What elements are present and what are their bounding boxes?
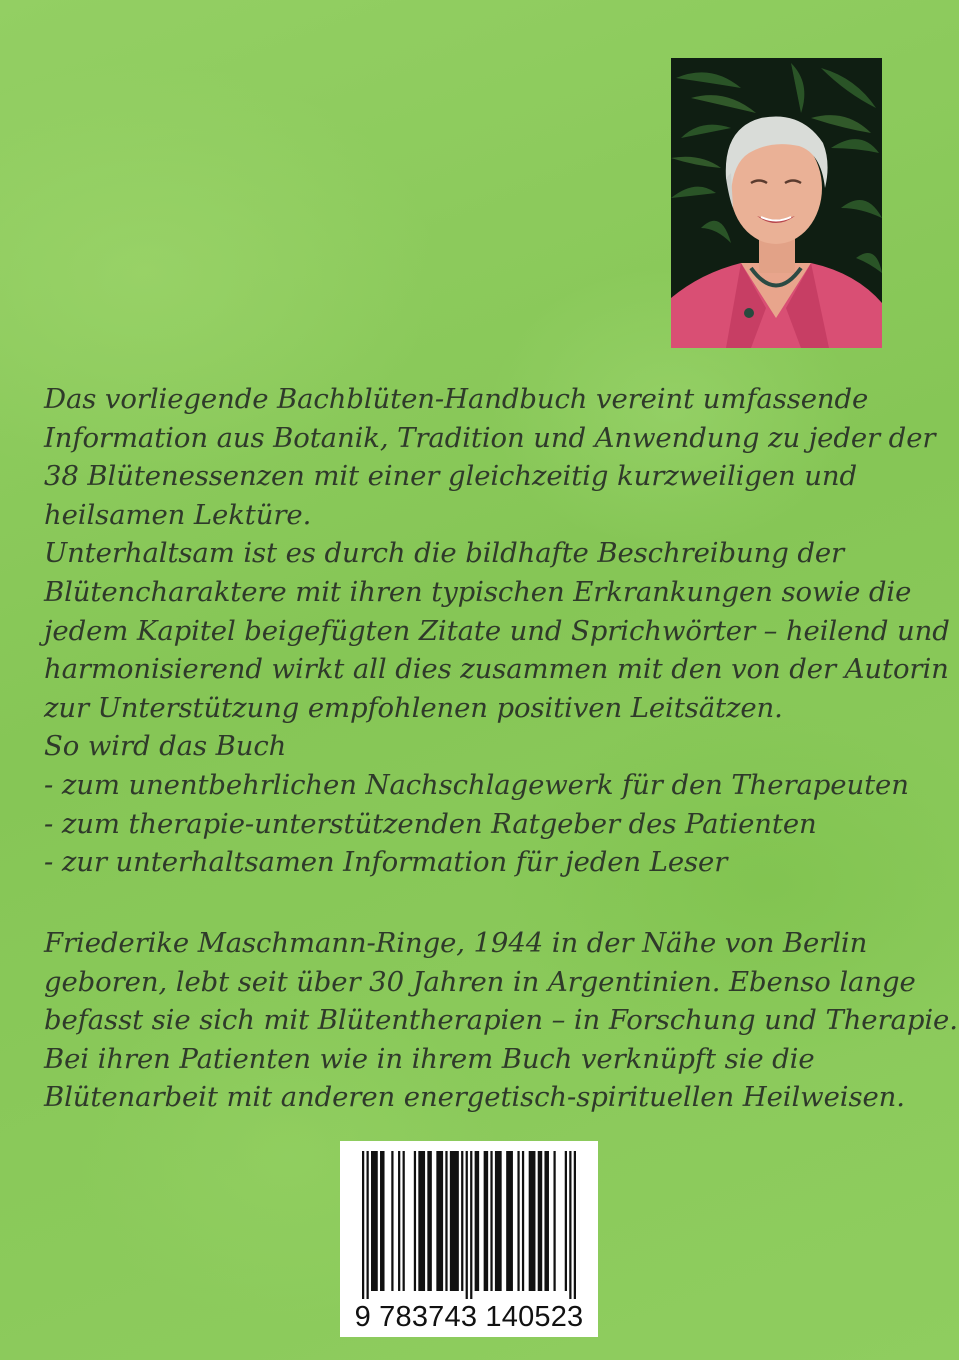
author-biography: [44, 924, 958, 1117]
bio-line: befasst sie sich mit Blütentherapien – in Forschung und Therapie.: [44, 1004, 958, 1037]
barcode-bar: [445, 1151, 447, 1291]
isbn-number: 9 783743 140523: [354, 1301, 584, 1333]
description-line: zur Unterstützung empfohlenen positiven Leitsätzen.: [44, 691, 783, 724]
barcode-bar: [414, 1151, 416, 1291]
barcode-bar: [461, 1151, 463, 1291]
bio-line: geboren, lebt seit über 30 Jahren in Argentinien. Ebenso lange: [44, 965, 916, 998]
description-line: Das vorliegende Bachblüten-Handbuch vereint umfassende: [44, 383, 869, 415]
isbn-barcode: [340, 1141, 598, 1337]
barcode-bar: [553, 1151, 555, 1291]
barcode-bar: [538, 1151, 543, 1291]
barcode-bar: [371, 1151, 378, 1291]
description-list-item: - zur unterhaltsamen Information für jeden Leser: [44, 846, 728, 879]
description-line: Unterhaltsam ist es durch die bildhafte Beschreibung der: [44, 537, 845, 570]
barcode-bar: [484, 1151, 489, 1291]
description-line: jedem Kapitel beigefügten Zitate und Sprichwörter – heilend und: [44, 614, 950, 647]
barcode-bar: [466, 1151, 468, 1299]
bio-line: Bei ihren Patienten wie in ihrem Buch verknüpft sie die: [44, 1042, 815, 1075]
barcode-bar: [574, 1151, 576, 1299]
barcode-bar: [475, 1151, 480, 1291]
description-line: Blütencharaktere mit ihren typischen Erkrankungen sowie die: [44, 575, 912, 608]
barcode-bar: [565, 1151, 567, 1291]
barcode-bar: [490, 1151, 492, 1291]
barcode-bar: [362, 1151, 364, 1299]
barcode-bar: [391, 1151, 393, 1291]
barcode-bar: [517, 1151, 519, 1291]
barcode-bar: [403, 1151, 405, 1291]
description-list-item: - zum unentbehrlichen Nachschlagewerk für den Therapeuten: [44, 768, 909, 801]
description-line: Information aus Botanik, Tradition und Anwendung zu jeder der: [44, 421, 936, 454]
description-line: 38 Blütenessenzen mit einer gleichzeitig kurzweiligen und: [44, 460, 857, 493]
barcode-bar: [506, 1151, 513, 1291]
barcode-bar: [450, 1151, 459, 1291]
author-portrait-image: [671, 58, 882, 348]
barcode-bar: [398, 1151, 400, 1291]
barcode-bar: [436, 1151, 443, 1291]
bio-line: Blütenarbeit mit anderen energetisch-spirituellen Heilweisen.: [44, 1081, 905, 1114]
description-list-item: - zum therapie-unterstützenden Ratgeber des Patienten: [44, 807, 817, 840]
barcode-bars: [362, 1151, 576, 1299]
book-description: [44, 380, 950, 882]
barcode-bar: [529, 1151, 536, 1291]
barcode-bar: [544, 1151, 549, 1291]
barcode-bar: [495, 1151, 502, 1291]
description-line: harmonisierend wirkt all dies zusammen mit den von der Autorin: [44, 653, 949, 686]
barcode-bar: [569, 1151, 571, 1299]
barcode-bar: [380, 1151, 385, 1291]
barcode-bar: [470, 1151, 472, 1299]
barcode-bar: [522, 1151, 524, 1291]
barcode-bar: [427, 1151, 432, 1291]
barcode-bar: [367, 1151, 369, 1299]
author-photo: [671, 58, 882, 348]
description-line: heilsamen Lektüre.: [44, 498, 312, 531]
bio-line: Friederike Maschmann-Ringe, 1944 in der Nähe von Berlin: [44, 927, 868, 959]
description-line: So wird das Buch: [44, 730, 287, 763]
barcode-bar: [418, 1151, 425, 1291]
